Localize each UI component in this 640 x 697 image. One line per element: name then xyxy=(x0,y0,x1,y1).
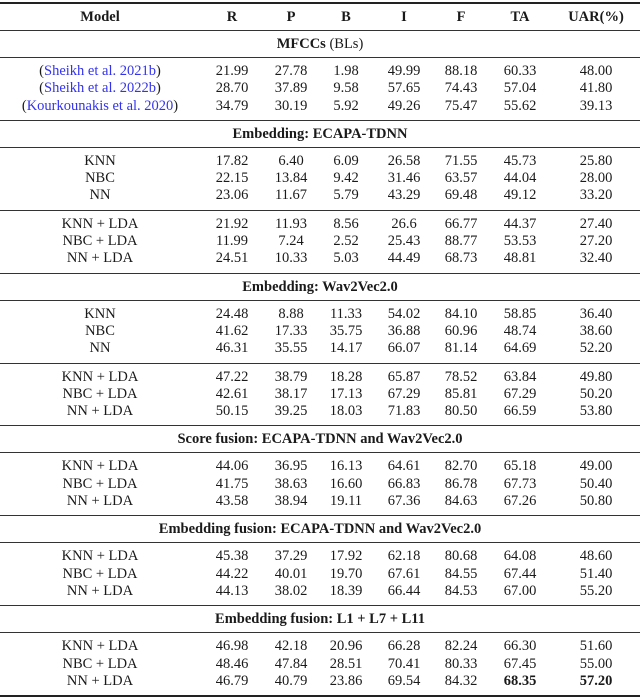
table-cell: 64.69 xyxy=(503,340,537,357)
table-cell: 48.81 xyxy=(503,250,537,267)
table-cell: 32.40 xyxy=(579,250,613,267)
table-cell: 37.89 xyxy=(274,80,308,97)
table-cell: 31.46 xyxy=(387,170,421,187)
section-title-bold: MFCCs xyxy=(276,36,326,52)
model-name: NN + LDA xyxy=(66,582,134,599)
table-cell: 17.33 xyxy=(274,322,308,339)
table-cell: 17.13 xyxy=(329,385,363,402)
model-name: KNN + LDA xyxy=(61,638,139,655)
table-cell: 46.79 xyxy=(215,672,249,689)
table-cell: 55.00 xyxy=(579,655,613,672)
table-cell: 49.00 xyxy=(579,458,613,475)
table-cell: 28.00 xyxy=(579,170,613,187)
table-cell: 66.83 xyxy=(387,475,421,492)
model-name: NBC xyxy=(85,170,115,187)
table-cell: 66.77 xyxy=(444,215,478,232)
table-cell: 28.70 xyxy=(215,80,249,97)
table-cell: 64.08 xyxy=(503,548,537,565)
table-cell: 84.53 xyxy=(444,582,478,599)
table-cell: 40.79 xyxy=(274,672,308,689)
table-cell: 22.15 xyxy=(215,170,249,187)
table-cell: 88.77 xyxy=(444,233,478,250)
table-cell: 36.88 xyxy=(387,322,421,339)
table-row xyxy=(0,673,640,690)
table-cell: 26.58 xyxy=(387,152,421,169)
table-cell: 38.63 xyxy=(274,475,308,492)
table-cell: 27.40 xyxy=(579,215,613,232)
table-cell: 16.60 xyxy=(329,475,363,492)
table-cell: 80.50 xyxy=(444,403,478,420)
table-cell: 24.48 xyxy=(215,305,249,322)
table-cell: 8.56 xyxy=(333,215,359,232)
table-cell: 50.15 xyxy=(215,403,249,420)
table-row xyxy=(0,458,640,475)
table-cell: 38.94 xyxy=(274,493,308,510)
table-cell: 55.62 xyxy=(503,97,537,114)
table-cell: 48.46 xyxy=(215,655,249,672)
table-cell: 2.52 xyxy=(333,233,359,250)
column-header: I xyxy=(401,9,407,25)
table-cell: 75.47 xyxy=(444,97,478,114)
table-row xyxy=(0,216,640,233)
table-cell: 35.55 xyxy=(274,340,308,357)
table-cell: 42.18 xyxy=(274,638,308,655)
table-row xyxy=(0,386,640,403)
table-cell: 88.18 xyxy=(444,63,478,79)
table-cell: 82.70 xyxy=(444,458,478,475)
citation-text[interactable]: Sheikh et al. 2022b xyxy=(44,80,156,97)
table-cell: 62.18 xyxy=(387,548,421,565)
table-cell: 11.33 xyxy=(329,305,363,322)
table-cell: 67.26 xyxy=(503,493,537,510)
paren: ( xyxy=(39,63,45,79)
column-header: TA xyxy=(510,9,530,25)
table-cell: 18.39 xyxy=(329,582,363,599)
table-cell: 67.29 xyxy=(503,385,537,402)
table-cell: 63.84 xyxy=(503,368,537,385)
section-title-rest: (BLs) xyxy=(325,36,364,52)
table-cell: 49.26 xyxy=(387,97,421,114)
table-cell: 46.31 xyxy=(215,340,249,357)
table-cell: 33.20 xyxy=(579,187,613,204)
table-cell: 44.13 xyxy=(215,582,249,599)
model-name: KNN + LDA xyxy=(61,458,139,475)
table-cell: 80.33 xyxy=(444,655,478,672)
table-cell: 86.78 xyxy=(444,475,478,492)
table-cell: 17.82 xyxy=(215,152,249,169)
table-cell: 28.51 xyxy=(329,655,363,672)
table-cell: 78.52 xyxy=(444,368,478,385)
column-header: P xyxy=(286,9,296,25)
row-group xyxy=(0,364,640,426)
table-row xyxy=(0,369,640,386)
table-cell: 68.35 xyxy=(503,672,537,689)
table-cell: 65.18 xyxy=(503,458,537,475)
table-cell: 46.98 xyxy=(215,638,249,655)
table-cell: 71.83 xyxy=(387,403,421,420)
model-name: NBC + LDA xyxy=(62,233,138,250)
table-cell: 36.40 xyxy=(579,305,613,322)
table-cell: 17.92 xyxy=(329,548,363,565)
table-cell: 66.07 xyxy=(387,340,421,357)
table-cell: 25.80 xyxy=(579,152,613,169)
table-cell: 69.48 xyxy=(444,187,478,204)
table-cell: 41.80 xyxy=(579,80,613,97)
model-name: KNN xyxy=(84,305,116,322)
table-cell: 6.09 xyxy=(333,152,359,169)
table-cell: 37.29 xyxy=(274,548,308,565)
table-cell: 67.36 xyxy=(387,493,421,510)
table-cell: 70.41 xyxy=(387,655,421,672)
table-cell: 58.85 xyxy=(503,305,537,322)
table-cell: 38.79 xyxy=(274,368,308,385)
column-header: UAR(%) xyxy=(568,9,624,25)
model-name: NBC + LDA xyxy=(62,655,138,672)
table-cell: 64.61 xyxy=(387,458,421,475)
table-row xyxy=(0,583,640,600)
table-cell: 51.40 xyxy=(579,565,613,582)
table-cell: 41.75 xyxy=(215,475,249,492)
table-cell: 81.14 xyxy=(444,340,478,357)
table-cell: 54.02 xyxy=(387,305,421,322)
table-cell: 25.43 xyxy=(387,233,421,250)
table-cell: 57.20 xyxy=(579,672,613,689)
table-row xyxy=(0,340,640,357)
table-cell: 48.74 xyxy=(503,322,537,339)
table-cell: 84.63 xyxy=(444,493,478,510)
table-cell: 66.59 xyxy=(503,403,537,420)
table-row xyxy=(0,493,640,510)
table-cell: 55.20 xyxy=(579,582,613,599)
table-cell: 21.99 xyxy=(215,63,249,79)
table-cell: 13.84 xyxy=(274,170,308,187)
model-name: NN + LDA xyxy=(66,672,134,689)
row-group xyxy=(0,543,640,605)
table-cell: 43.58 xyxy=(215,493,249,510)
table-cell: 11.67 xyxy=(274,187,308,204)
table-row xyxy=(0,548,640,565)
table-cell: 40.01 xyxy=(274,565,308,582)
table-row xyxy=(0,153,640,170)
table-cell: 38.60 xyxy=(579,322,613,339)
table-cell: 67.73 xyxy=(503,475,537,492)
table-row xyxy=(0,250,640,267)
table-cell: 84.55 xyxy=(444,565,478,582)
table-cell: 67.29 xyxy=(387,385,421,402)
table-cell: 63.57 xyxy=(444,170,478,187)
table-cell: 26.6 xyxy=(391,215,417,232)
table-row xyxy=(0,170,640,187)
table-cell: 11.99 xyxy=(215,233,249,250)
model-name: NN xyxy=(89,340,111,357)
table-cell: 44.37 xyxy=(503,215,537,232)
table-cell: 1.98 xyxy=(333,63,359,79)
model-name: KNN + LDA xyxy=(61,215,139,232)
section-title xyxy=(0,274,640,300)
table-row xyxy=(0,63,640,80)
table-cell: 53.80 xyxy=(579,403,613,420)
table-cell: 20.96 xyxy=(329,638,363,655)
table-row xyxy=(0,187,640,204)
table-cell: 38.02 xyxy=(274,582,308,599)
table-cell: 45.73 xyxy=(503,152,537,169)
table-cell: 23.86 xyxy=(329,672,363,689)
section-title-bold: Score fusion: ECAPA-TDNN and Wav2Vec2.0 xyxy=(177,431,463,448)
table-cell: 21.92 xyxy=(215,215,249,232)
row-group xyxy=(0,148,640,210)
column-header: B xyxy=(341,9,351,25)
paren: ( xyxy=(39,80,45,97)
table-cell: 74.43 xyxy=(444,80,478,97)
table-cell: 19.70 xyxy=(329,565,363,582)
table-cell: 11.93 xyxy=(274,215,308,232)
table-cell: 24.51 xyxy=(215,250,249,267)
table-row xyxy=(0,233,640,250)
section-title xyxy=(0,426,640,452)
table-cell: 60.96 xyxy=(444,322,478,339)
table-row xyxy=(0,476,640,493)
table-cell: 41.62 xyxy=(215,322,249,339)
table-header-row xyxy=(0,4,640,30)
table-cell: 67.45 xyxy=(503,655,537,672)
table-cell: 57.04 xyxy=(503,80,537,97)
table-cell: 44.04 xyxy=(503,170,537,187)
section-title xyxy=(0,31,640,57)
paren: ) xyxy=(155,80,161,97)
citation-link[interactable] xyxy=(0,80,200,97)
table-cell: 66.44 xyxy=(387,582,421,599)
citation-link[interactable] xyxy=(0,98,200,115)
table-cell: 80.68 xyxy=(444,548,478,565)
table-cell: 38.17 xyxy=(274,385,308,402)
column-header: Model xyxy=(80,9,120,25)
table-cell: 66.28 xyxy=(387,638,421,655)
column-header: F xyxy=(456,9,466,25)
model-name: NN xyxy=(89,187,111,204)
table-cell: 49.99 xyxy=(387,63,421,79)
table-row xyxy=(0,566,640,583)
table-cell: 48.60 xyxy=(579,548,613,565)
table-cell: 43.29 xyxy=(387,187,421,204)
table-cell: 67.44 xyxy=(503,565,537,582)
table-cell: 5.79 xyxy=(333,187,359,204)
model-name: NN + LDA xyxy=(66,493,134,510)
table-cell: 84.32 xyxy=(444,672,478,689)
table-cell: 27.78 xyxy=(274,63,308,79)
table-row xyxy=(0,323,640,340)
table-cell: 67.00 xyxy=(503,582,537,599)
table-cell: 50.80 xyxy=(579,493,613,510)
paren: ) xyxy=(173,97,179,114)
table-cell: 44.06 xyxy=(215,458,249,475)
table-cell: 23.06 xyxy=(215,187,249,204)
model-name: NBC + LDA xyxy=(62,475,138,492)
table-cell: 8.88 xyxy=(278,305,304,322)
table-cell: 39.13 xyxy=(579,97,613,114)
model-name: KNN xyxy=(84,152,116,169)
table-cell: 5.03 xyxy=(333,250,359,267)
table-cell: 50.40 xyxy=(579,475,613,492)
table-cell: 19.11 xyxy=(329,493,363,510)
model-name: NBC xyxy=(85,322,115,339)
table-cell: 6.40 xyxy=(278,152,304,169)
section-title-bold: Embedding: ECAPA-TDNN xyxy=(232,125,408,142)
table-cell: 71.55 xyxy=(444,152,478,169)
table-cell: 18.03 xyxy=(329,403,363,420)
table-cell: 5.92 xyxy=(333,97,359,114)
citation-text[interactable]: Kourkounakis et al. 2020 xyxy=(26,97,174,114)
table-cell: 68.73 xyxy=(444,250,478,267)
table-cell: 45.38 xyxy=(215,548,249,565)
row-group xyxy=(0,301,640,363)
table-cell: 10.33 xyxy=(274,250,308,267)
row-group xyxy=(0,453,640,515)
table-cell: 27.20 xyxy=(579,233,613,250)
table-cell: 14.17 xyxy=(329,340,363,357)
table-cell: 9.58 xyxy=(333,80,359,97)
citation-text[interactable]: Sheikh et al. 2021b xyxy=(44,63,156,79)
table-row xyxy=(0,638,640,655)
model-name: NN + LDA xyxy=(66,250,134,267)
table-cell: 50.20 xyxy=(579,385,613,402)
table-cell: 66.30 xyxy=(503,638,537,655)
section-title-bold: Embedding fusion: ECAPA-TDNN and Wav2Vec2.0 xyxy=(158,521,482,538)
table-cell: 7.24 xyxy=(278,233,304,250)
table-cell: 49.80 xyxy=(579,368,613,385)
table-cell: 47.22 xyxy=(215,368,249,385)
section-title-bold: Embedding fusion: L1 + L7 + L11 xyxy=(215,611,425,628)
table-cell: 52.20 xyxy=(579,340,613,357)
table-cell: 36.95 xyxy=(274,458,308,475)
table-cell: 35.75 xyxy=(329,322,363,339)
table-row xyxy=(0,80,640,97)
table-cell: 9.42 xyxy=(333,170,359,187)
table-row xyxy=(0,306,640,323)
table-cell: 44.22 xyxy=(215,565,249,582)
table-row xyxy=(0,656,640,673)
table-cell: 47.84 xyxy=(274,655,308,672)
table-cell: 65.87 xyxy=(387,368,421,385)
table-cell: 16.13 xyxy=(329,458,363,475)
section-title-bold: Embedding: Wav2Vec2.0 xyxy=(242,278,398,295)
table-cell: 57.65 xyxy=(387,80,421,97)
table-cell: 53.53 xyxy=(503,233,537,250)
table-cell: 51.60 xyxy=(579,638,613,655)
table-cell: 84.10 xyxy=(444,305,478,322)
table-cell: 48.00 xyxy=(579,63,613,79)
row-group xyxy=(0,211,640,273)
table-cell: 30.19 xyxy=(274,97,308,114)
row-group xyxy=(0,633,640,695)
table-row xyxy=(0,98,640,115)
table-cell: 69.54 xyxy=(387,672,421,689)
section-title xyxy=(0,516,640,542)
table-cell: 42.61 xyxy=(215,385,249,402)
table-cell: 44.49 xyxy=(387,250,421,267)
section-title xyxy=(0,121,640,147)
model-name: NBC + LDA xyxy=(62,565,138,582)
model-name: KNN + LDA xyxy=(61,368,139,385)
table-cell: 39.25 xyxy=(274,403,308,420)
table-cell: 60.33 xyxy=(503,63,537,79)
section-title xyxy=(0,606,640,632)
model-name: KNN + LDA xyxy=(61,548,139,565)
table-row xyxy=(0,403,640,420)
model-name: NBC + LDA xyxy=(62,385,138,402)
paren: ) xyxy=(155,63,161,79)
table-cell: 85.81 xyxy=(444,385,478,402)
table-cell: 18.28 xyxy=(329,368,363,385)
table-cell: 67.61 xyxy=(387,565,421,582)
model-name: NN + LDA xyxy=(66,403,134,420)
citation-link[interactable] xyxy=(0,63,200,80)
table-cell: 34.79 xyxy=(215,97,249,114)
table-cell: 82.24 xyxy=(444,638,478,655)
paren: ( xyxy=(21,97,27,114)
column-header: R xyxy=(226,9,238,25)
table-cell: 49.12 xyxy=(503,187,537,204)
row-group xyxy=(0,58,640,120)
